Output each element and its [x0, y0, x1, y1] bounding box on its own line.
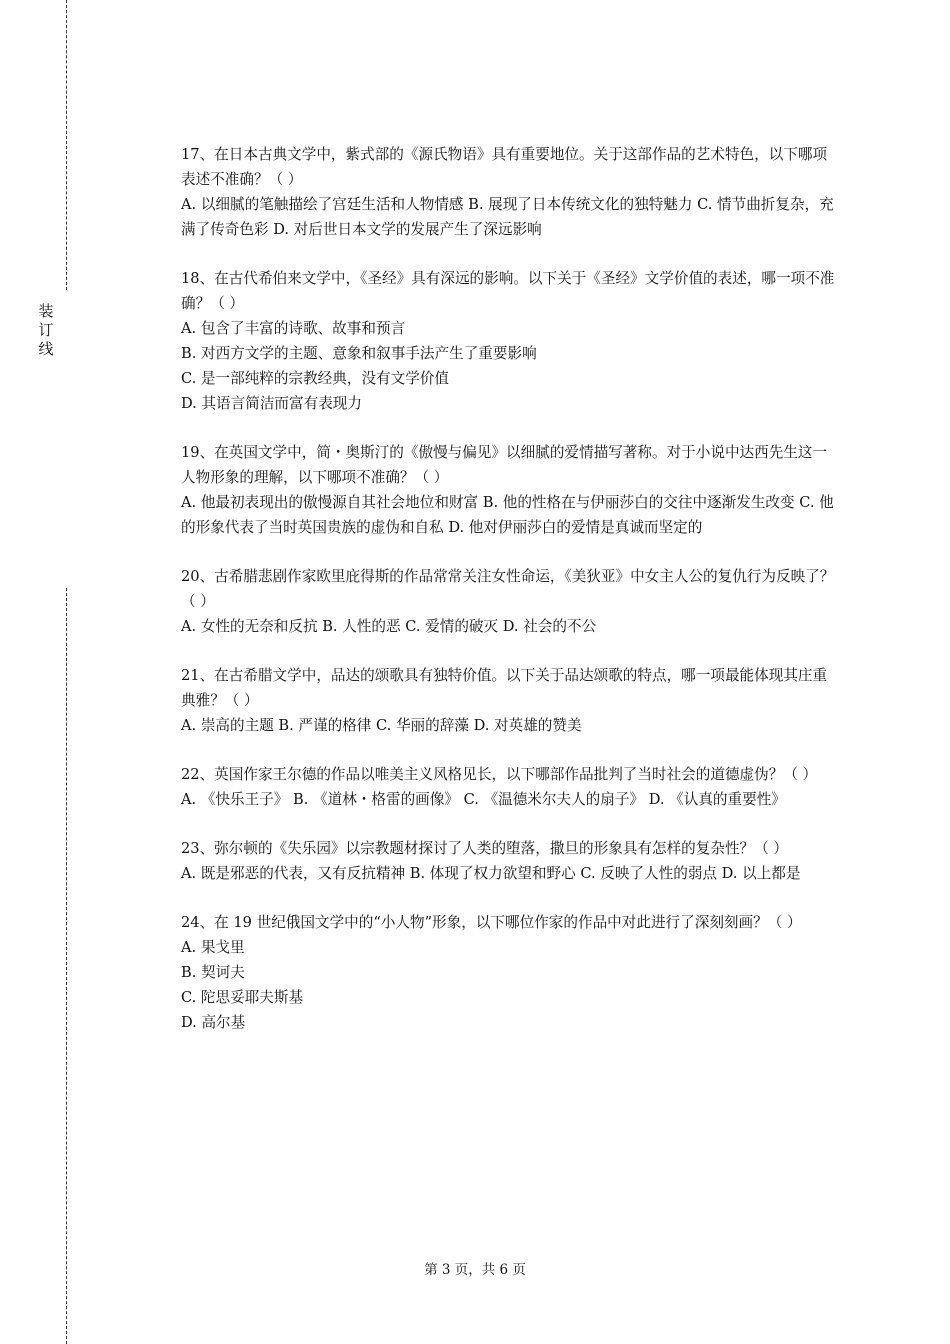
question-stem: 23、弥尔顿的《失乐园》以宗教题材探讨了人类的堕落，撒旦的形象具有怎样的复杂性？（ ）: [181, 840, 788, 857]
question-17: [181, 142, 841, 242]
question-options: A. 既是邪恶的代表，又有反抗精神 B. 体现了权力欲望和野心 C. 反映了人性的弱点 D. 以上都是: [181, 865, 801, 882]
question-stem: 20、古希腊悲剧作家欧里庇得斯的作品常常关注女性命运，《美狄亚》中女主人公的复仇行为反映了？（ ）: [181, 568, 835, 610]
question-stem: 24、在 19 世纪俄国文学中的“小人物”形象，以下哪位作家的作品中对此进行了深刻刻画？（ ）: [181, 914, 802, 931]
binding-dashed-line-bottom: [66, 588, 67, 1344]
question-23: [181, 836, 841, 886]
binding-label: 装订线: [38, 302, 54, 358]
option-d: D. 高尔基: [181, 1014, 246, 1031]
option-b: B. 契诃夫: [181, 964, 245, 981]
question-19: [181, 440, 841, 540]
question-stem: 19、在英国文学中，简・奥斯汀的《傲慢与偏见》以细腻的爱情描写著称。对于小说中达西先生这一人物形象的理解，以下哪项不准确？（ ）: [181, 444, 828, 486]
option-a: A. 包含了丰富的诗歌、故事和预言: [181, 320, 406, 337]
option-a: A. 果戈里: [181, 939, 245, 956]
question-options: A. 崇高的主题 B. 严谨的格律 C. 华丽的辞藻 D. 对英雄的赞美: [181, 717, 582, 734]
question-stem: 21、在古希腊文学中，品达的颂歌具有独特价值。以下关于品达颂歌的特点，哪一项最能体现其庄重典雅？（ ）: [181, 667, 828, 709]
question-stem: 18、在古代希伯来文学中，《圣经》具有深远的影响。以下关于《圣经》文学价值的表述，哪一项不准确？（ ）: [181, 270, 835, 312]
option-c: C. 陀思妥耶夫斯基: [181, 989, 304, 1006]
binding-dashed-line-top: [66, 0, 67, 290]
question-options: A. 以细腻的笔触描绘了宫廷生活和人物情感 B. 展现了日本传统文化的独特魅力 C. 情节曲折复杂，充满了传奇色彩 D. 对后世日本文学的发展产生了深远影响: [181, 196, 834, 238]
question-stem: 22、英国作家王尔德的作品以唯美主义风格见长，以下哪部作品批判了当时社会的道德虚伪？（ ）: [181, 766, 818, 783]
question-options: A. 女性的无奈和反抗 B. 人性的恶 C. 爱情的破灭 D. 社会的不公: [181, 618, 597, 635]
question-22: [181, 762, 841, 812]
question-list: [181, 142, 841, 1059]
option-d: D. 其语言简洁而富有表现力: [181, 395, 362, 412]
question-24: [181, 910, 841, 1035]
page-footer: 第 3 页，共 6 页: [424, 1262, 526, 1278]
option-c: C. 是一部纯粹的宗教经典，没有文学价值: [181, 370, 450, 387]
question-options: A. 《快乐王子》 B. 《道林・格雷的画像》 C. 《温德米尔夫人的扇子》 D. 《认真的重要性》: [181, 791, 786, 808]
option-b: B. 对西方文学的主题、意象和叙事手法产生了重要影响: [181, 345, 537, 362]
question-20: [181, 564, 841, 639]
question-18: [181, 266, 841, 416]
question-stem: 17、在日本古典文学中，紫式部的《源氏物语》具有重要地位。关于这部作品的艺术特色，以下哪项表述不准确？（ ）: [181, 146, 828, 188]
question-21: [181, 663, 841, 738]
question-options: A. 他最初表现出的傲慢源自其社会地位和财富 B. 他的性格在与伊丽莎白的交往中逐渐发生改变 C. 他的形象代表了当时英国贵族的虚伪和自私 D. 他对伊丽莎白的爱情是真诚而坚定的: [181, 494, 834, 536]
